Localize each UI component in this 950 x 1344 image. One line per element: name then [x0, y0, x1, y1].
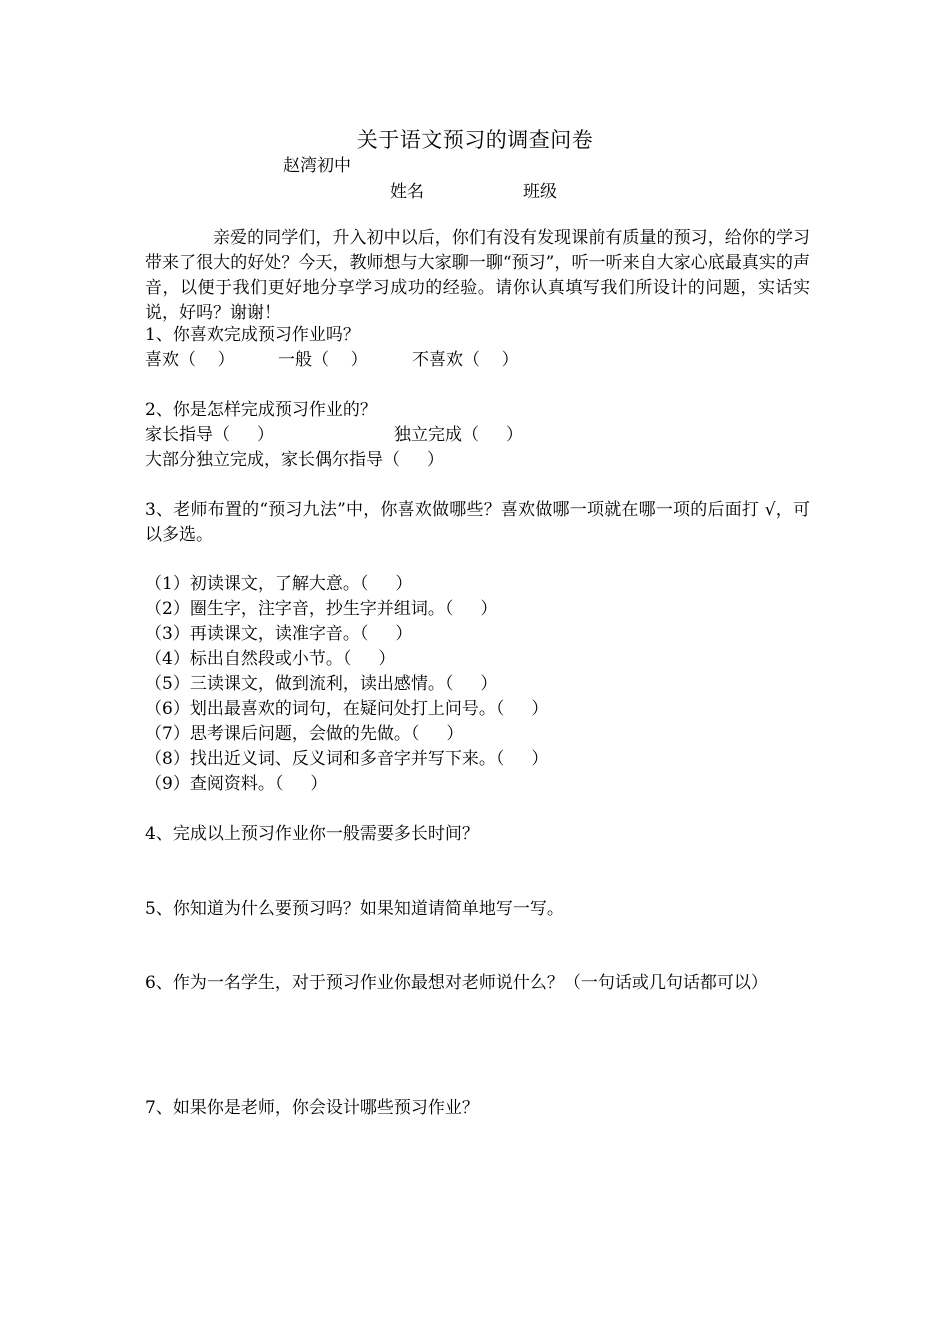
- question-2: 2、你是怎样完成预习作业的？: [145, 400, 377, 420]
- q3-item: （3）再读课文，读准字音。（ ）: [145, 624, 413, 644]
- q3-item: （1）初读课文，了解大意。（ ）: [145, 574, 413, 594]
- q1-option-like: 喜欢（ ）: [145, 350, 235, 370]
- question-3: 3、老师布置的“预习九法”中，你喜欢做哪些？喜欢做哪一项就在哪一项的后面打 √，可以多选。: [145, 500, 810, 545]
- class-label: 班级: [523, 182, 557, 202]
- document-title: 关于语文预习的调查问卷: [356, 128, 594, 152]
- q3-item: （8）找出近义词、反义词和多音字并写下来。（ ）: [145, 749, 549, 769]
- q2-option-mostly-independent: 大部分独立完成，家长偶尔指导（ ）: [145, 450, 445, 470]
- q1-option-dislike: 不喜欢（ ）: [412, 350, 519, 370]
- question-6: 6、作为一名学生，对于预习作业你最想对老师说什么？（一句话或几句话都可以）: [145, 973, 768, 993]
- q3-item: （5）三读课文，做到流利，读出感情。（ ）: [145, 674, 498, 694]
- q2-option-parent: 家长指导（ ）: [145, 425, 275, 445]
- name-label: 姓名: [390, 182, 424, 202]
- question-4: 4、完成以上预习作业你一般需要多长时间？: [145, 824, 479, 844]
- q3-item: （6）划出最喜欢的词句，在疑问处打上问号。（ ）: [145, 699, 549, 719]
- question-1: 1、你喜欢完成预习作业吗？: [145, 325, 360, 345]
- q1-option-neutral: 一般（ ）: [278, 350, 368, 370]
- q3-item: （4）标出自然段或小节。（ ）: [145, 649, 396, 669]
- q2-option-independent: 独立完成（ ）: [394, 425, 524, 445]
- question-7: 7、如果你是老师，你会设计哪些预习作业？: [145, 1098, 479, 1118]
- intro-paragraph: 亲爱的同学们，升入初中以后，你们有没有发现课前有质量的预习，给你的学习带来了很大的好处？今天，教师想与大家聊一聊“预习”，听一听来自大家心底最真实的声音，以便于我们更好地分享学习成功的经验。请你认真填写我们所设计的问题，实话实说，好吗？谢谢！: [145, 228, 810, 323]
- q3-item: （7）思考课后问题，会做的先做。（ ）: [145, 724, 464, 744]
- question-5: 5、你知道为什么要预习吗？如果知道请简单地写一写。: [145, 899, 564, 919]
- q3-item: （2）圈生字，注字音，抄生字并组词。（ ）: [145, 599, 498, 619]
- q3-item: （9）查阅资料。（ ）: [145, 774, 328, 794]
- school-name: 赵湾初中: [283, 156, 351, 176]
